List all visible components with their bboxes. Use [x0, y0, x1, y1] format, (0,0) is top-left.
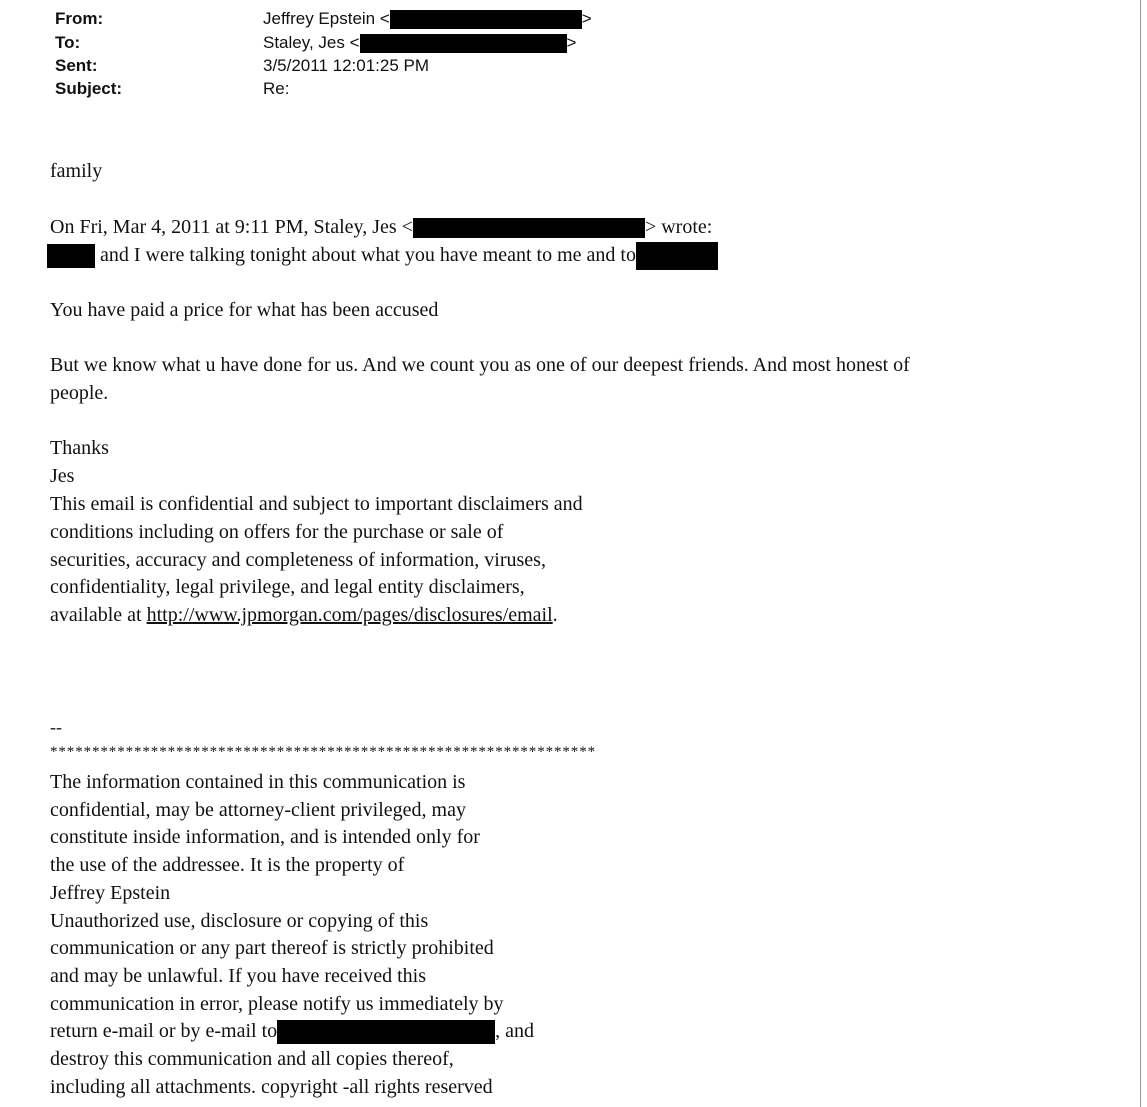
jpm-disclaimer-line: confidentiality, legal privilege, and legal entity disclaimers,: [50, 576, 525, 598]
quote-intro-prefix: On Fri, Mar 4, 2011 at 9:11 PM, Staley, Jes <: [50, 216, 413, 238]
je-disclaimer-email-line: [50, 1017, 534, 1045]
disclosures-link[interactable]: http://www.jpmorgan.com/pages/disclosures/email: [146, 604, 553, 626]
quote-line-1: [47, 241, 718, 270]
sent-label: Sent:: [55, 56, 98, 75]
quote-para-3-line-2: people.: [50, 382, 109, 404]
redaction-box: [413, 218, 645, 238]
sent-value: 3/5/2011 12:01:25 PM: [263, 56, 430, 75]
to-value: [263, 32, 576, 54]
signature-separator: --: [50, 717, 62, 737]
je-disclaimer-line: including all attachments. copyright -all rights reserved: [50, 1076, 493, 1098]
to-label: To:: [55, 33, 81, 52]
close-angle: >: [581, 9, 592, 28]
subject-value: Re:: [263, 79, 290, 98]
from-value: [263, 8, 592, 30]
quote-para-3-line-1: But we know what u have done for us. And we count you as one of our deepest friends. And most honest of: [50, 354, 910, 376]
je-disclaimer-line: communication or any part thereof is strictly prohibited: [50, 937, 494, 959]
je-email-suffix: , and: [495, 1020, 535, 1042]
jpm-disclaimer-last-line: [50, 601, 558, 629]
to-name: Staley, Jes <: [263, 33, 360, 52]
jpm-disclaimer-line: conditions including on offers for the purchase or sale of: [50, 521, 504, 543]
page-edge: [1140, 0, 1141, 1107]
jpm-disclaimer-line: securities, accuracy and completeness of information, viruses,: [50, 549, 546, 571]
quote-intro: [50, 213, 712, 241]
je-disclaimer-line: The information contained in this communication is: [50, 771, 466, 793]
from-name: Jeffrey Epstein <: [263, 9, 390, 28]
je-disclaimer-line: Jeffrey Epstein: [50, 882, 171, 904]
je-disclaimer-line: Unauthorized use, disclosure or copying of this: [50, 910, 429, 932]
je-disclaimer-line: the use of the addressee. It is the property of: [50, 854, 405, 876]
je-disclaimer-line: and may be unlawful. If you have received this: [50, 965, 426, 987]
reply-text: family: [50, 160, 103, 182]
subject-label: Subject:: [55, 79, 123, 98]
quote-intro-suffix: > wrote:: [644, 216, 713, 238]
redaction-box: [277, 1020, 495, 1044]
jpm-disclaimer-suffix: .: [552, 604, 558, 626]
quote-signature: Jes: [50, 465, 75, 487]
je-disclaimer-line: confidential, may be attorney-client privileged, may: [50, 799, 466, 821]
quote-thanks: Thanks: [50, 437, 109, 459]
redaction-box: [47, 244, 95, 268]
je-disclaimer-line: constitute inside information, and is intended only for: [50, 826, 480, 848]
jpm-disclaimer-line: This email is confidential and subject to important disclaimers and: [50, 493, 583, 515]
redaction-box: [636, 242, 718, 270]
redaction-box: [390, 10, 582, 29]
quote-para-2: You have paid a price for what has been accused: [50, 299, 439, 321]
je-disclaimer-line: destroy this communication and all copies thereof,: [50, 1048, 454, 1070]
redaction-box: [360, 34, 567, 53]
quote-line-1-text: and I were talking tonight about what you have meant to me and to: [95, 244, 636, 266]
je-email-prefix: return e-mail or by e-mail to: [50, 1020, 278, 1042]
close-angle: >: [566, 33, 577, 52]
from-label: From:: [55, 9, 104, 28]
asterisk-divider: *****************************************************************: [50, 744, 596, 760]
je-disclaimer-line: communication in error, please notify us immediately by: [50, 993, 504, 1015]
jpm-disclaimer-prefix: available at: [50, 604, 147, 626]
